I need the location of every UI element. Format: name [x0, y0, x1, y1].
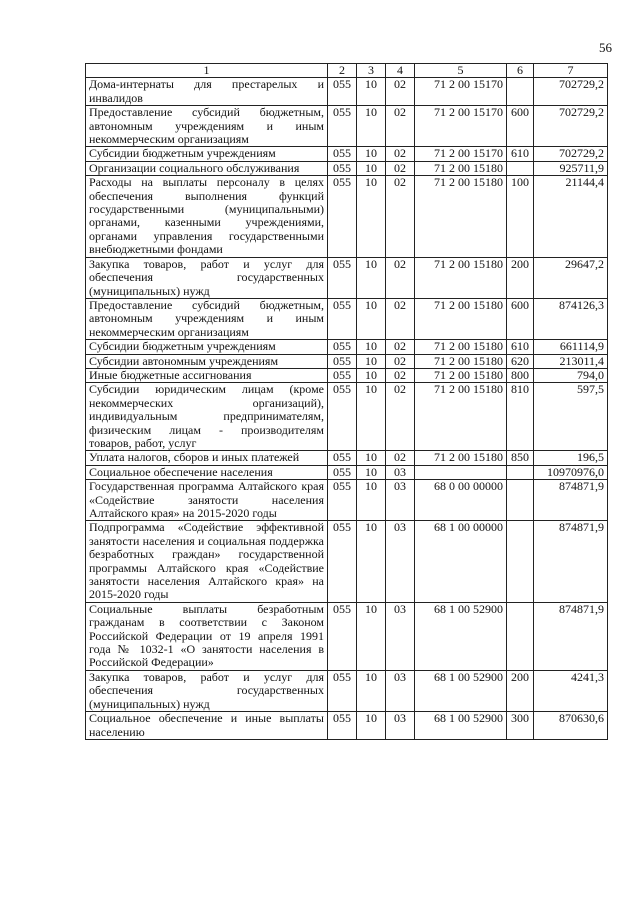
code-ministry-cell: 055 — [328, 670, 357, 711]
amount-cell: 874871,9 — [534, 521, 608, 602]
section-cell: 10 — [357, 712, 386, 740]
amount-cell: 4241,3 — [534, 670, 608, 711]
target-article-cell: 68 1 00 52900 — [415, 670, 507, 711]
target-article-cell: 71 2 00 15170 — [415, 78, 507, 106]
target-article-cell: 68 1 00 52900 — [415, 712, 507, 740]
target-article-cell: 68 1 00 52900 — [415, 602, 507, 670]
amount-cell: 874126,3 — [534, 298, 608, 339]
amount-cell: 794,0 — [534, 368, 608, 382]
target-article-cell: 71 2 00 15180 — [415, 368, 507, 382]
section-cell: 10 — [357, 161, 386, 175]
column-header: 7 — [534, 64, 608, 78]
subsection-cell: 02 — [386, 176, 415, 257]
section-cell: 10 — [357, 78, 386, 106]
section-cell: 10 — [357, 383, 386, 451]
row-name-cell: Уплата налогов, сборов и иных платежей — [86, 451, 328, 465]
table-row — [86, 521, 608, 602]
amount-cell: 870630,6 — [534, 712, 608, 740]
row-name-cell: Субсидии бюджетным учреждениям — [86, 147, 328, 161]
code-ministry-cell: 055 — [328, 465, 357, 479]
table-row — [86, 712, 608, 740]
row-name-cell: Расходы на выплаты персоналу в целях обеспечения выполнения функций государственными (муниципальными) органами, казенными учреждениями, органами управления государственными внебюджетными фондами — [86, 176, 328, 257]
expense-type-cell: 620 — [507, 354, 534, 368]
table-row — [86, 147, 608, 161]
amount-cell: 29647,2 — [534, 257, 608, 298]
target-article-cell: 68 1 00 00000 — [415, 521, 507, 602]
column-header: 6 — [507, 64, 534, 78]
table-row — [86, 465, 608, 479]
expense-type-cell — [507, 521, 534, 602]
page-number: 56 — [599, 40, 612, 55]
expense-type-cell: 100 — [507, 176, 534, 257]
target-article-cell: 71 2 00 15180 — [415, 383, 507, 451]
target-article-cell: 71 2 00 15180 — [415, 257, 507, 298]
row-name-cell: Предоставление субсидий бюджетным, автономным учреждениям и иным некоммерческим организациям — [86, 298, 328, 339]
expense-type-cell — [507, 78, 534, 106]
subsection-cell: 02 — [386, 106, 415, 147]
target-article-cell: 71 2 00 15180 — [415, 176, 507, 257]
table-row — [86, 368, 608, 382]
subsection-cell: 03 — [386, 480, 415, 521]
row-name-cell: Социальное обеспечение и иные выплаты населению — [86, 712, 328, 740]
row-name-cell: Дома-интернаты для престарелых и инвалидов — [86, 78, 328, 106]
table-row — [86, 106, 608, 147]
subsection-cell: 02 — [386, 298, 415, 339]
section-cell: 10 — [357, 176, 386, 257]
table-row — [86, 383, 608, 451]
row-name-cell: Субсидии юридическим лицам (кроме некоммерческих организаций), индивидуальным предпринимателям, физическим лицам - производителям товаров, работ, услуг — [86, 383, 328, 451]
subsection-cell: 03 — [386, 712, 415, 740]
target-article-cell: 71 2 00 15170 — [415, 106, 507, 147]
code-ministry-cell: 055 — [328, 298, 357, 339]
target-article-cell: 71 2 00 15170 — [415, 147, 507, 161]
expense-type-cell — [507, 480, 534, 521]
subsection-cell: 02 — [386, 340, 415, 354]
code-ministry-cell: 055 — [328, 712, 357, 740]
target-article-cell: 71 2 00 15180 — [415, 298, 507, 339]
row-name-cell: Иные бюджетные ассигнования — [86, 368, 328, 382]
section-cell: 10 — [357, 602, 386, 670]
subsection-cell: 02 — [386, 383, 415, 451]
row-name-cell: Закупка товаров, работ и услуг для обеспечения государственных (муниципальных) нужд — [86, 670, 328, 711]
amount-cell: 21144,4 — [534, 176, 608, 257]
section-cell: 10 — [357, 521, 386, 602]
expense-type-cell: 810 — [507, 383, 534, 451]
section-cell: 10 — [357, 480, 386, 521]
code-ministry-cell: 055 — [328, 106, 357, 147]
code-ministry-cell: 055 — [328, 451, 357, 465]
subsection-cell: 02 — [386, 451, 415, 465]
table-header-row — [86, 64, 608, 78]
row-name-cell: Субсидии бюджетным учреждениям — [86, 340, 328, 354]
table-row — [86, 298, 608, 339]
row-name-cell: Субсидии автономным учреждениям — [86, 354, 328, 368]
expense-type-cell: 800 — [507, 368, 534, 382]
row-name-cell: Организации социального обслуживания — [86, 161, 328, 175]
table-row — [86, 451, 608, 465]
amount-cell: 597,5 — [534, 383, 608, 451]
expense-type-cell: 300 — [507, 712, 534, 740]
section-cell: 10 — [357, 465, 386, 479]
table-row — [86, 161, 608, 175]
amount-cell: 874871,9 — [534, 602, 608, 670]
subsection-cell: 02 — [386, 161, 415, 175]
amount-cell: 10970976,0 — [534, 465, 608, 479]
section-cell: 10 — [357, 298, 386, 339]
amount-cell: 925711,9 — [534, 161, 608, 175]
table-body — [86, 78, 608, 740]
amount-cell: 702729,2 — [534, 106, 608, 147]
expense-type-cell: 610 — [507, 340, 534, 354]
section-cell: 10 — [357, 147, 386, 161]
code-ministry-cell: 055 — [328, 383, 357, 451]
expense-type-cell — [507, 465, 534, 479]
code-ministry-cell: 055 — [328, 354, 357, 368]
table-row — [86, 340, 608, 354]
expense-type-cell — [507, 602, 534, 670]
code-ministry-cell: 055 — [328, 368, 357, 382]
amount-cell: 702729,2 — [534, 147, 608, 161]
expense-type-cell: 600 — [507, 298, 534, 339]
expense-type-cell — [507, 161, 534, 175]
row-name-cell: Предоставление субсидий бюджетным, автономным учреждениям и иным некоммерческим организациям — [86, 106, 328, 147]
column-header: 2 — [328, 64, 357, 78]
section-cell: 10 — [357, 106, 386, 147]
code-ministry-cell: 055 — [328, 147, 357, 161]
section-cell: 10 — [357, 670, 386, 711]
subsection-cell: 03 — [386, 602, 415, 670]
expense-type-cell: 200 — [507, 670, 534, 711]
amount-cell: 874871,9 — [534, 480, 608, 521]
table-row — [86, 670, 608, 711]
table-row — [86, 480, 608, 521]
section-cell: 10 — [357, 368, 386, 382]
column-header: 1 — [86, 64, 328, 78]
target-article-cell: 68 0 00 00000 — [415, 480, 507, 521]
code-ministry-cell: 055 — [328, 340, 357, 354]
code-ministry-cell: 055 — [328, 257, 357, 298]
code-ministry-cell: 055 — [328, 78, 357, 106]
column-header: 5 — [415, 64, 507, 78]
section-cell: 10 — [357, 340, 386, 354]
row-name-cell: Закупка товаров, работ и услуг для обеспечения государственных (муниципальных) нужд — [86, 257, 328, 298]
subsection-cell: 03 — [386, 465, 415, 479]
row-name-cell: Социальные выплаты безработным гражданам в соответствии с Законом Российской Федерации от 19 апреля 1991 года № 1032-1 «О занятости населения в Российской Федерации» — [86, 602, 328, 670]
row-name-cell: Государственная программа Алтайского края «Содействие занятости населения Алтайского края» на 2015-2020 годы — [86, 480, 328, 521]
amount-cell: 213011,4 — [534, 354, 608, 368]
table-row — [86, 78, 608, 106]
target-article-cell: 71 2 00 15180 — [415, 451, 507, 465]
target-article-cell: 71 2 00 15180 — [415, 354, 507, 368]
budget-table — [85, 63, 608, 740]
code-ministry-cell: 055 — [328, 480, 357, 521]
code-ministry-cell: 055 — [328, 176, 357, 257]
expense-type-cell: 200 — [507, 257, 534, 298]
code-ministry-cell: 055 — [328, 161, 357, 175]
table-row — [86, 176, 608, 257]
subsection-cell: 02 — [386, 257, 415, 298]
subsection-cell: 03 — [386, 521, 415, 602]
row-name-cell: Подпрограмма «Содействие эффективной занятости населения и социальная поддержка безработных граждан» государственной программы Алтайского края «Содействие занятости населения Алтайского края» на 2015-2020 годы — [86, 521, 328, 602]
table-row — [86, 602, 608, 670]
section-cell: 10 — [357, 354, 386, 368]
target-article-cell: 71 2 00 15180 — [415, 340, 507, 354]
amount-cell: 196,5 — [534, 451, 608, 465]
row-name-cell: Социальное обеспечение населения — [86, 465, 328, 479]
section-cell: 10 — [357, 451, 386, 465]
subsection-cell: 02 — [386, 368, 415, 382]
target-article-cell — [415, 465, 507, 479]
column-header: 4 — [386, 64, 415, 78]
target-article-cell: 71 2 00 15180 — [415, 161, 507, 175]
expense-type-cell: 610 — [507, 147, 534, 161]
code-ministry-cell: 055 — [328, 521, 357, 602]
amount-cell: 702729,2 — [534, 78, 608, 106]
table-row — [86, 354, 608, 368]
amount-cell: 661114,9 — [534, 340, 608, 354]
subsection-cell: 02 — [386, 78, 415, 106]
code-ministry-cell: 055 — [328, 602, 357, 670]
column-header: 3 — [357, 64, 386, 78]
expense-type-cell: 850 — [507, 451, 534, 465]
section-cell: 10 — [357, 257, 386, 298]
expense-type-cell: 600 — [507, 106, 534, 147]
subsection-cell: 02 — [386, 354, 415, 368]
subsection-cell: 02 — [386, 147, 415, 161]
subsection-cell: 03 — [386, 670, 415, 711]
table-row — [86, 257, 608, 298]
